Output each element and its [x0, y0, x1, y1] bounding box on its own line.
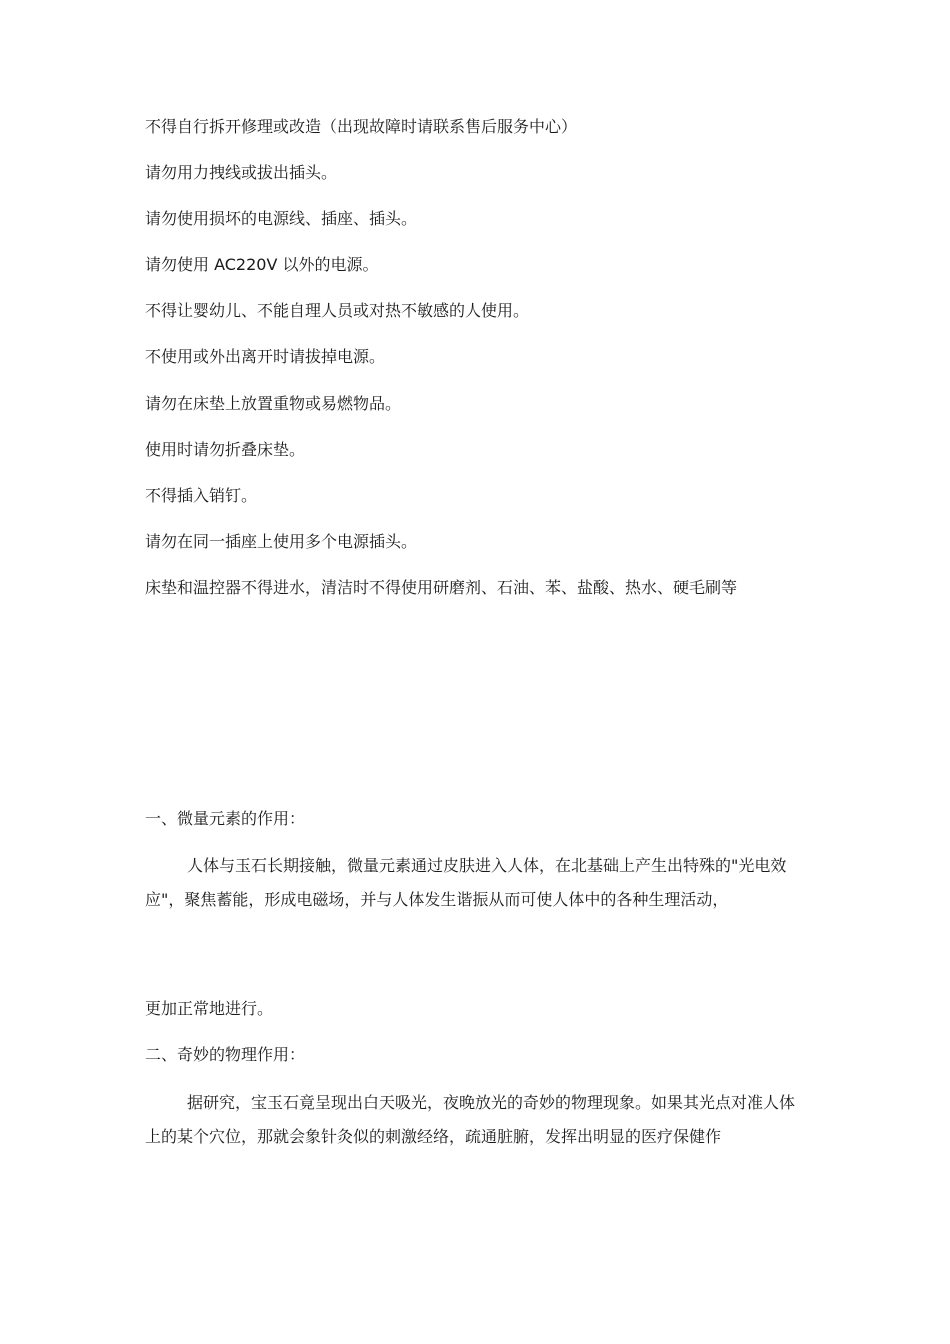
warning-line-2: 请勿用力拽线或拔出插头。	[145, 163, 338, 182]
section-1-heading: 一、微量元素的作用：	[145, 809, 306, 828]
warning-line-5: 不得让婴幼儿、不能自理人员或对热不敏感的人使用。	[145, 301, 530, 320]
warning-line-11: 床垫和温控器不得进水，清洁时不得使用研磨剂、石油、苯、盐酸、热水、硬毛刷等	[145, 578, 738, 597]
warning-line-1: 不得自行拆开修理或改造（出现故障时请联系售后服务中心）	[145, 117, 578, 136]
warning-line-4: 请勿使用 AC220V 以外的电源。	[145, 255, 379, 274]
warning-line-3: 请勿使用损坏的电源线、插座、插头。	[145, 209, 418, 228]
warning-line-10: 请勿在同一插座上使用多个电源插头。	[145, 532, 418, 551]
section-2-heading: 二、奇妙的物理作用：	[145, 1045, 306, 1064]
section-1-body: 人体与玉石长期接触，微量元素通过皮肤进入人体，在北基础上产生出特殊的"光电效应"，聚焦蓄能，形成电磁场，并与人体发生谐振从而可使人体中的各种生理活动，	[145, 856, 787, 909]
warning-line-6: 不使用或外出离开时请拔掉电源。	[145, 347, 386, 366]
section-1-continuation: 更加正常地进行。	[145, 999, 274, 1018]
warning-line-9: 不得插入销钉。	[145, 486, 258, 505]
warning-line-7: 请勿在床垫上放置重物或易燃物品。	[145, 394, 402, 413]
section-2-body: 据研究，宝玉石竟呈现出白天吸光，夜晚放光的奇妙的物理现象。如果其光点对准人体上的某个穴位，那就会象针灸似的刺激经络，疏通脏腑，发挥出明显的医疗保健作	[145, 1093, 796, 1146]
warning-line-8: 使用时请勿折叠床垫。	[145, 440, 306, 459]
